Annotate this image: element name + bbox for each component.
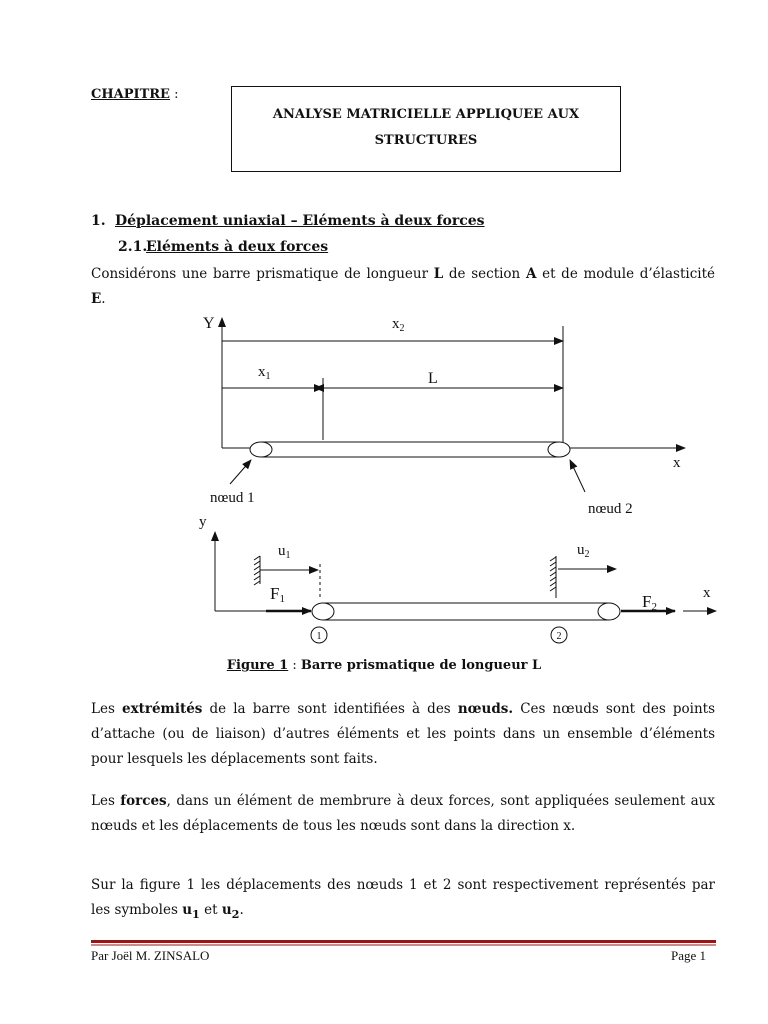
footer-rule xyxy=(91,940,716,946)
intro-paragraph: Considérons une barre prismatique de longueur L de section A et de module d’élasticité E. xyxy=(91,266,715,307)
figure-caption: Figure 1 : Barre prismatique de longueur L xyxy=(226,658,542,673)
figure-caption-text: Barre prismatique de longueur L xyxy=(300,658,542,673)
f1-label: F1 xyxy=(270,584,285,605)
node2-number: 2 xyxy=(556,631,562,642)
support1-hatch xyxy=(254,556,260,585)
top-diagram xyxy=(222,318,685,492)
bottom-y-label: y xyxy=(199,514,207,530)
x2-label: $x_2$ xyxy=(392,316,405,334)
paragraph-forces: Les forces, dans un élément de membrure à deux forces, sont appliquées seulement aux nœuds et les déplacements de tous les nœuds sont dans la direction x. xyxy=(91,793,715,834)
top-y-label: Y xyxy=(203,315,215,332)
bottom-x-label: x xyxy=(703,585,711,601)
figure-caption-label: Figure 1 xyxy=(226,658,289,673)
footer-page-number: Page 1 xyxy=(671,948,707,963)
top-bar xyxy=(262,442,558,457)
bottom-bar xyxy=(323,603,608,620)
bottom-node2 xyxy=(598,603,620,620)
support2-hatch xyxy=(550,557,556,591)
section-title: Déplacement uniaxial – Eléments à deux forces xyxy=(115,213,485,229)
node1-label: nœud 1 xyxy=(210,490,255,506)
bottom-diagram xyxy=(215,532,716,643)
figure-bar-diagram xyxy=(0,300,768,652)
subsection-number: 2.1. xyxy=(118,239,148,255)
u1-label: $u_1$ xyxy=(278,543,291,561)
section-number: 1. xyxy=(91,213,106,229)
node2-label: nœud 2 xyxy=(588,501,633,517)
node1-pointer xyxy=(230,460,251,484)
chapter-title-line1: ANALYSE MATRICIELLE APPLIQUEE AUX xyxy=(272,107,580,122)
top-x-label: x xyxy=(673,455,681,471)
paragraph-deplacements: Sur la figure 1 les déplacements des nœuds 1 et 2 sont respectivement représentés par les symboles $u_1$ et $u_2$. xyxy=(91,877,715,921)
section-heading xyxy=(91,213,485,229)
node1-number: 1 xyxy=(316,631,322,642)
chapter-heading xyxy=(91,87,178,102)
u2-label: $u_2$ xyxy=(577,542,590,560)
top-node1 xyxy=(250,442,272,457)
chapter-label: CHAPITRE xyxy=(91,87,170,102)
subsection-heading xyxy=(118,239,328,255)
x1-label: $x_1$ xyxy=(258,364,271,382)
bottom-node1 xyxy=(312,603,334,620)
chapter-title-line2: STRUCTURES xyxy=(374,133,478,148)
f2-label: F2 xyxy=(642,592,657,613)
paragraph-extremites: Les extrémités de la barre sont identifiées à des nœuds. Ces nœuds sont des points d’attache (ou de liaison) d’autres éléments et les points dans un ensemble d’éléments pour lesquels les déplacements sont faits. xyxy=(91,701,715,767)
subsection-title: Eléments à deux forces xyxy=(146,239,329,255)
length-label: L xyxy=(428,370,438,387)
footer-author: Par Joël M. ZINSALO xyxy=(91,948,210,963)
node2-pointer xyxy=(570,460,585,492)
top-node2 xyxy=(548,442,570,457)
chapter-title-box xyxy=(231,86,621,172)
chapter-colon: : xyxy=(169,87,179,102)
